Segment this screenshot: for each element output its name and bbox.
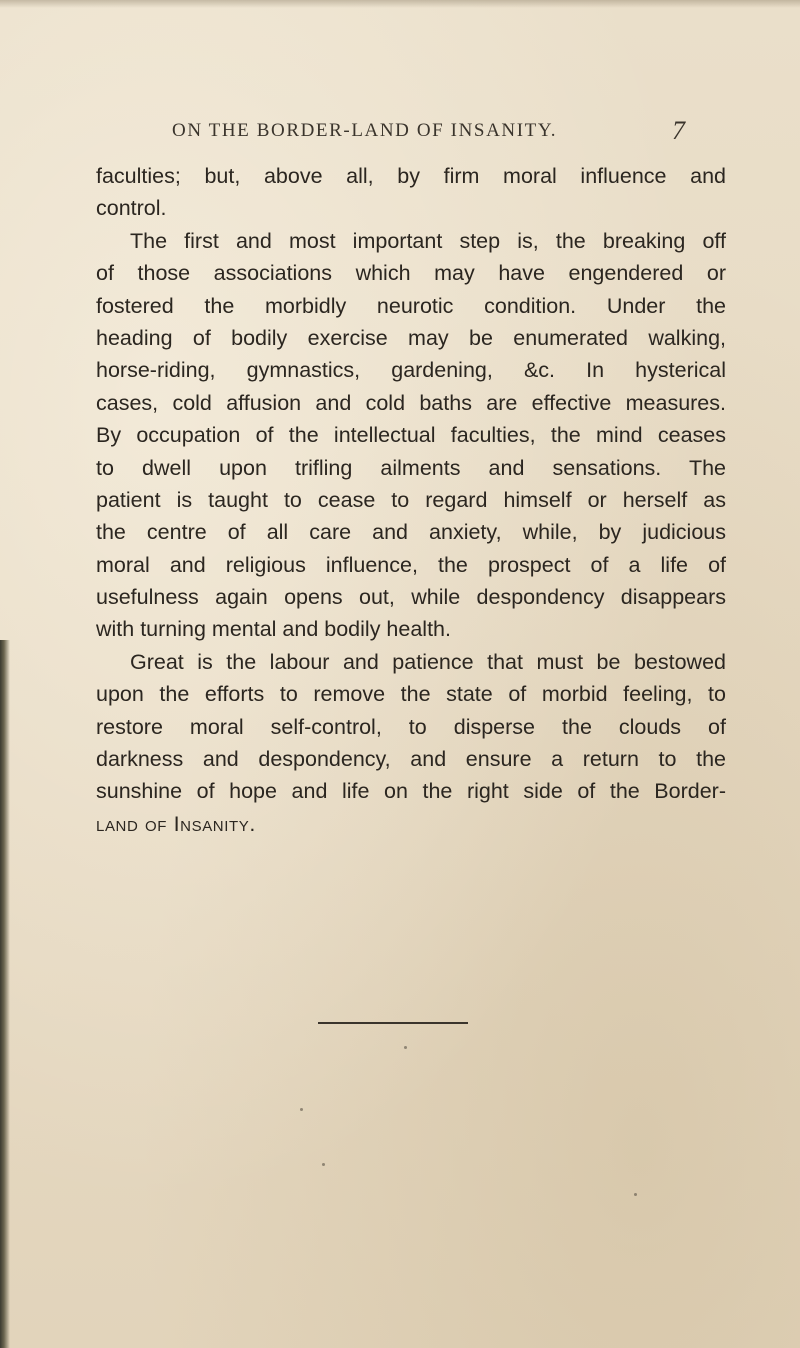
body-text bbox=[96, 160, 726, 840]
text-line: horse-riding, gymnastics, gardening, &c. In hysterical bbox=[96, 358, 726, 383]
text-line: land of Insanity. bbox=[96, 811, 256, 836]
text-line: cases, cold affusion and cold baths are effective measures. bbox=[96, 390, 726, 415]
text-line: patient is taught to cease to regard himself or herself as bbox=[96, 487, 726, 512]
text-line: with turning mental and bodily health. bbox=[96, 617, 451, 642]
running-title: ON THE BORDER-LAND OF INSANITY. bbox=[172, 120, 558, 141]
text-line: of those associations which may have engendered or bbox=[96, 261, 726, 286]
section-divider bbox=[318, 1022, 468, 1024]
text-line: fostered the morbidly neurotic condition. Under the bbox=[96, 293, 726, 318]
text-line: By occupation of the intellectual faculties, the mind ceases bbox=[96, 423, 726, 448]
text-line: restore moral self-control, to disperse the clouds of bbox=[96, 714, 726, 739]
text-line: heading of bodily exercise may be enumerated walking, bbox=[96, 325, 726, 350]
paper-speck bbox=[300, 1108, 303, 1111]
paper-speck bbox=[634, 1193, 637, 1196]
text-line: to dwell upon trifling ailments and sensations. The bbox=[96, 455, 726, 480]
text-line: Great is the labour and patience that must be bestowed bbox=[130, 649, 726, 674]
text-line: upon the efforts to remove the state of morbid feeling, to bbox=[96, 682, 726, 707]
page-number: 7 bbox=[672, 116, 685, 145]
page-binding-edge bbox=[0, 640, 10, 1348]
page-top-shadow bbox=[0, 0, 800, 8]
text-line: darkness and despondency, and ensure a return to the bbox=[96, 747, 726, 772]
text-line: control. bbox=[96, 196, 167, 221]
text-line: the centre of all care and anxiety, while, by judicious bbox=[96, 520, 726, 545]
paper-speck bbox=[404, 1046, 407, 1049]
text-line: sunshine of hope and life on the right side of the Border- bbox=[96, 779, 726, 804]
text-line: faculties; but, above all, by firm moral influence and bbox=[96, 164, 726, 188]
text-line: moral and religious influence, the prospect of a life of bbox=[96, 552, 726, 577]
text-line: usefulness again opens out, while despondency disappears bbox=[96, 585, 726, 610]
paper-speck bbox=[322, 1163, 325, 1166]
text-line: The first and most important step is, the breaking off bbox=[130, 228, 726, 253]
running-head bbox=[0, 116, 800, 156]
